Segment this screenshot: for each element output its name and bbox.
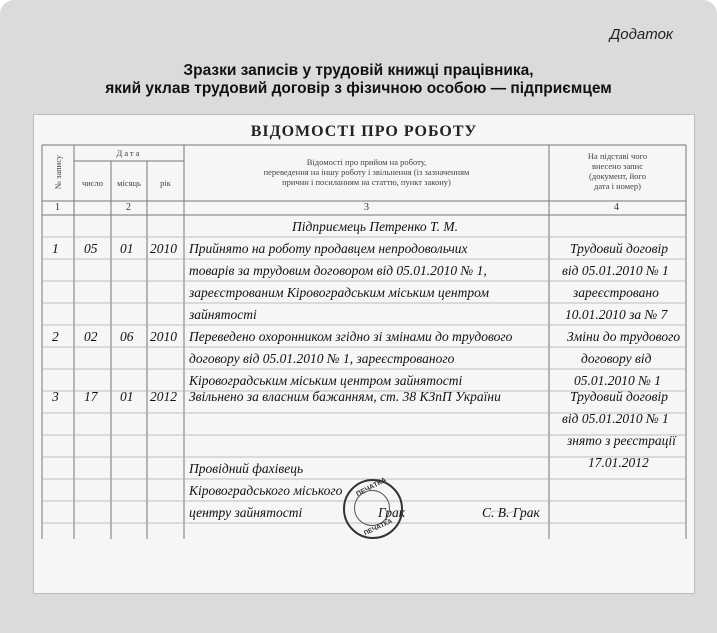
- stamp-text-bottom: ПЕЧАТКА: [362, 517, 394, 538]
- header-basis-line-3: (документ, його: [589, 171, 646, 181]
- section-title: ВІДОМОСТІ ПРО РОБОТУ: [250, 123, 478, 140]
- entry-3-year: 2012: [150, 389, 177, 404]
- entry-1-text-line-4: зайнятості: [189, 307, 257, 322]
- column-number-3: 3: [364, 202, 369, 213]
- entry-3-basis-line-4: 17.01.2012: [588, 455, 649, 470]
- entry-1-basis-line-4: 10.01.2010 за № 7: [565, 307, 668, 322]
- entry-2-basis-line-2: договору від: [581, 351, 652, 366]
- column-number-1: 1: [55, 202, 60, 213]
- signature-line-2: Кіровоградського міського: [189, 483, 343, 498]
- entry-3-basis-line-3: знято з реєстрації: [567, 433, 676, 448]
- entry-2-year: 2010: [150, 329, 177, 344]
- header-year: рік: [160, 178, 171, 188]
- entry-3-text-line-1: Звільнено за власним бажанням, ст. 38 КЗпП України: [189, 389, 501, 404]
- entry-2-no: 2: [52, 329, 59, 344]
- entry-1-basis-line-1: Трудовий договір: [570, 241, 668, 256]
- header-date: Дата: [116, 148, 142, 158]
- header-info-line-2: переведення на іншу роботу і звільнення (із зазначенням: [263, 167, 470, 177]
- column-number-2: 2: [126, 202, 131, 213]
- header-info-line-3: причин і посиланням на статтю, пункт закону): [282, 177, 451, 187]
- entry-2-basis-line-3: 05.01.2010 № 1: [574, 373, 661, 388]
- heading-line-2: який уклав трудовий договір з фізичною особою — підприємцем: [105, 80, 612, 97]
- header-basis: [549, 151, 686, 191]
- column-number-4: 4: [614, 202, 619, 213]
- heading-line-1: Зразки записів у трудовій книжці працівника,: [183, 62, 534, 79]
- page-heading: [0, 62, 717, 98]
- employer-name: Підприємець Петренко Т. М.: [292, 219, 459, 234]
- entry-2-text-line-1: Переведено охоронником згідно зі змінами до трудового: [189, 329, 513, 344]
- entry-3-basis-line-1: Трудовий договір: [570, 389, 668, 404]
- entry-1-month: 01: [120, 241, 134, 256]
- appendix-label: Додаток: [609, 26, 673, 43]
- header-info: [184, 157, 549, 187]
- signature-name: С. В. Грак: [482, 505, 540, 520]
- entry-1-text-line-3: зареєстрованим Кіровоградським міським центром: [189, 285, 489, 300]
- header-basis-line-4: дата і номер): [594, 181, 641, 191]
- stamp-text-top: ПЕЧАТКА: [355, 476, 388, 499]
- entry-3-basis-line-2: від 05.01.2010 № 1: [562, 411, 669, 426]
- entry-1-text-line-1: Прийнято на роботу продавцем непродовольчих: [189, 241, 468, 256]
- entry-2-basis-line-1: Зміни до трудового: [567, 329, 681, 344]
- header-day: число: [81, 178, 104, 188]
- entry-3-no: 3: [52, 389, 59, 404]
- entry-3-month: 01: [120, 389, 134, 404]
- entry-2-month: 06: [120, 329, 134, 344]
- header-info-line-1: Відомості про прийом на роботу,: [306, 157, 427, 167]
- header-basis-line-1: На підставі чого: [587, 151, 648, 161]
- entry-1-basis-line-3: зареєстровано: [573, 285, 659, 300]
- signature-line-1: Провідний фахівець: [189, 461, 304, 476]
- signature-handwritten: Грак: [378, 505, 406, 520]
- signature-line-3: центру зайнятості: [189, 505, 303, 520]
- employment-record-form: [33, 114, 695, 594]
- header-basis-line-2: внесено запис: [591, 161, 643, 171]
- header-record-no: № запису: [53, 154, 63, 190]
- entry-3-day: 17: [84, 389, 98, 404]
- entry-2-day: 02: [84, 329, 98, 344]
- entry-1-year: 2010: [150, 241, 177, 256]
- entry-2-text-line-2: договору від 05.01.2010 № 1, зареєстрованого: [189, 351, 455, 366]
- header-month: місяць: [117, 178, 141, 188]
- official-stamp: [343, 476, 406, 539]
- entry-1-basis-line-2: від 05.01.2010 № 1: [562, 263, 669, 278]
- entry-1-day: 05: [84, 241, 98, 256]
- entry-1-no: 1: [52, 241, 59, 256]
- entry-1-text-line-2: товарів за трудовим договором від 05.01.2010 № 1,: [189, 263, 487, 278]
- entry-2-text-line-3: Кіровоградським міським центром зайнятості: [189, 373, 463, 388]
